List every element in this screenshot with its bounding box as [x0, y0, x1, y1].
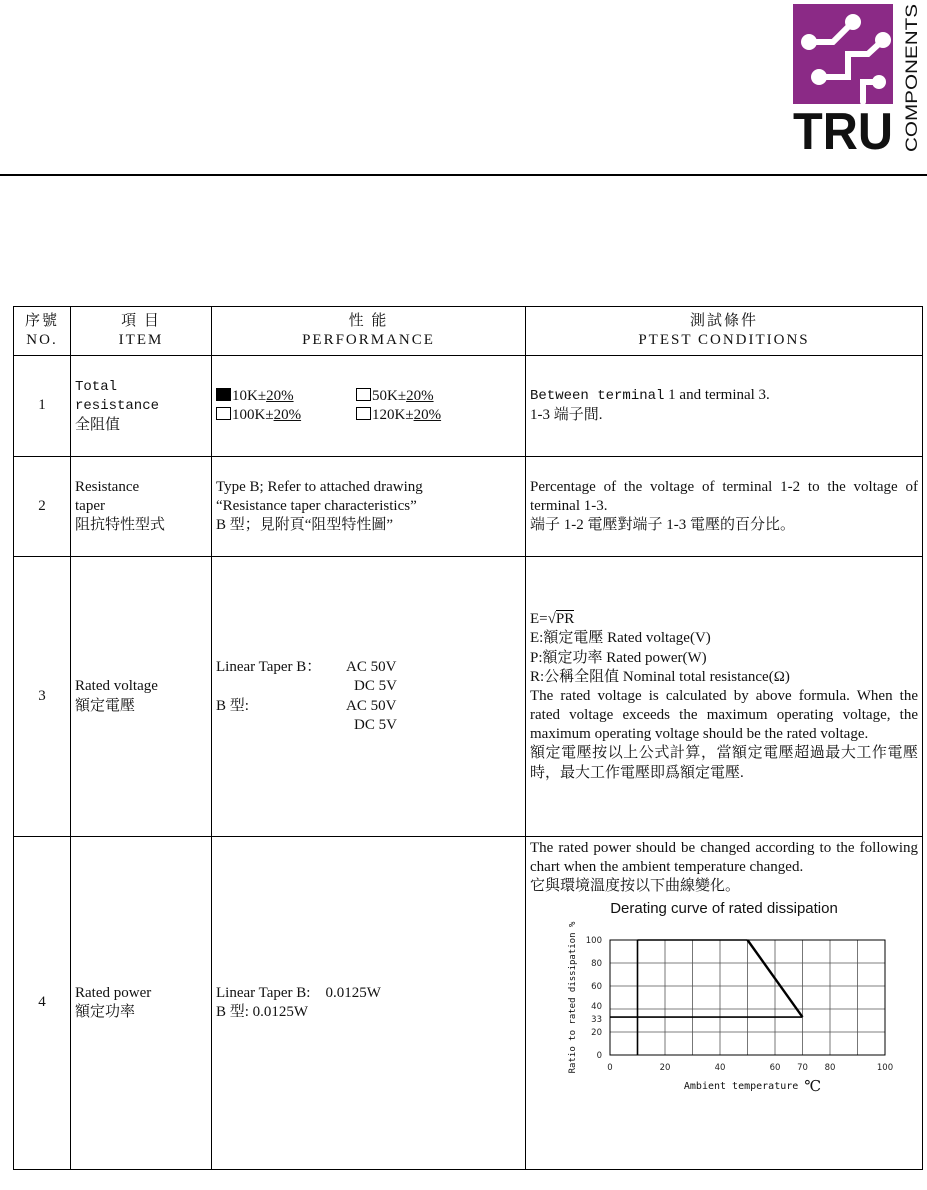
derating-chart — [530, 918, 919, 1098]
table-row — [14, 557, 923, 837]
row-number: 2 — [14, 457, 71, 557]
row-number: 1 — [14, 356, 71, 457]
spec-table — [13, 306, 923, 1170]
sqrt-icon: √ — [547, 611, 556, 628]
x-tick-label: 100 — [876, 1062, 894, 1073]
row-number: 3 — [14, 557, 71, 837]
header-rule — [0, 174, 927, 176]
performance-cell — [212, 356, 526, 457]
y-tick-label: 0 — [596, 1050, 602, 1061]
performance-cell — [212, 557, 526, 837]
x-tick-label: 70 — [797, 1062, 808, 1073]
row-number: 4 — [14, 837, 71, 1170]
x-tick-label: 80 — [824, 1062, 836, 1073]
option-50k: 50K±20% — [356, 387, 506, 406]
y-tick-label: 100 — [585, 935, 602, 946]
table-row — [14, 457, 923, 557]
resistance-options — [216, 387, 521, 425]
table-header-row — [14, 307, 923, 356]
x-axis-label: Ambient temperature ℃ — [683, 1076, 822, 1095]
option-120k: 120K±20% — [356, 406, 506, 425]
table-row — [14, 356, 923, 457]
checkbox-checked-icon — [216, 388, 231, 401]
item-cell: Resistance taper 阻抗特性型式 — [71, 457, 212, 557]
checkbox-icon — [356, 388, 371, 401]
header-test-conditions: 測試條件 PTEST CONDITIONS — [526, 307, 923, 356]
x-tick-label: 60 — [769, 1062, 781, 1073]
formula: E=√PR — [530, 611, 575, 628]
rated-voltage-values: Linear Taper B： AC 50V DC 5V B 型: AC 50V DC 5V — [216, 659, 397, 733]
y-tick-label: 40 — [591, 1001, 602, 1012]
performance-cell: Type B; Refer to attached drawing “Resistance taper characteristics” B 型；見附頁“阻型特性圖” — [212, 457, 526, 557]
logo-square — [793, 4, 893, 104]
chart-title: Derating curve of rated dissipation — [610, 899, 838, 917]
header-item: 項 目 ITEM — [71, 307, 212, 356]
item-cell: Rated voltage 額定電壓 — [71, 557, 212, 837]
y-tick-label: 20 — [591, 1027, 602, 1038]
checkbox-icon — [216, 407, 231, 420]
option-10k: 10K±20% — [216, 387, 356, 406]
y-axis-label: Ratio to rated dissipation % — [568, 921, 578, 1074]
logo-word: TRU — [793, 103, 893, 152]
item-cell: Total resistance 全阻值 — [71, 356, 212, 457]
conditions-cell: Between terminal 1 and terminal 3. 1-3 端子間. — [526, 356, 923, 457]
header-no: 序號 NO. — [14, 307, 71, 356]
header-performance: 性 能 PERFORMANCE — [212, 307, 526, 356]
option-100k: 100K±20% — [216, 406, 356, 425]
y-tick-label: 33 — [591, 1014, 602, 1025]
x-tick-label: 20 — [659, 1062, 671, 1073]
logo-side-word: COMPONENTS — [902, 30, 921, 152]
conditions-cell: Percentage of the voltage of terminal 1-2 to the voltage of terminal 1-3. 端子 1-2 電壓對端子 1-3 電壓的百分比。 — [526, 457, 923, 557]
conditions-cell: E=√PR E:額定電壓 Rated voltage(V) P:額定功率 Rated power(W) R:公稱全阻值 Nominal total resistance(Ω) The rated voltage is calculated by above formula. When the rated voltage exceeds the maximum operating voltage, the maximum operating voltage should be the rated voltage. 額定電壓按以上公式計算，當額定電壓超過最大工作電壓時，最大工作電壓即爲額定電壓. — [526, 557, 923, 837]
checkbox-icon — [356, 407, 371, 420]
conditions-cell: The rated power should be changed according to the following chart when the ambient temperature changed. 它與環境溫度按以下曲線變化。 Derating curve of rated dissipation 0 20 40 60 70 80 100 0 20 33 40 60 80 100 Ambient temperature ℃ Ratio to rated dissipation % — [526, 837, 923, 1170]
performance-cell: Linear Taper B: 0.0125W B 型: 0.0125W — [212, 837, 526, 1170]
y-tick-label: 60 — [591, 981, 602, 992]
x-tick-label: 40 — [714, 1062, 726, 1073]
y-tick-label: 80 — [591, 958, 602, 969]
item-cell: Rated power 額定功率 — [71, 837, 212, 1170]
tru-components-logo — [793, 2, 921, 152]
table-row — [14, 837, 923, 1170]
x-tick-label: 0 — [607, 1062, 613, 1073]
